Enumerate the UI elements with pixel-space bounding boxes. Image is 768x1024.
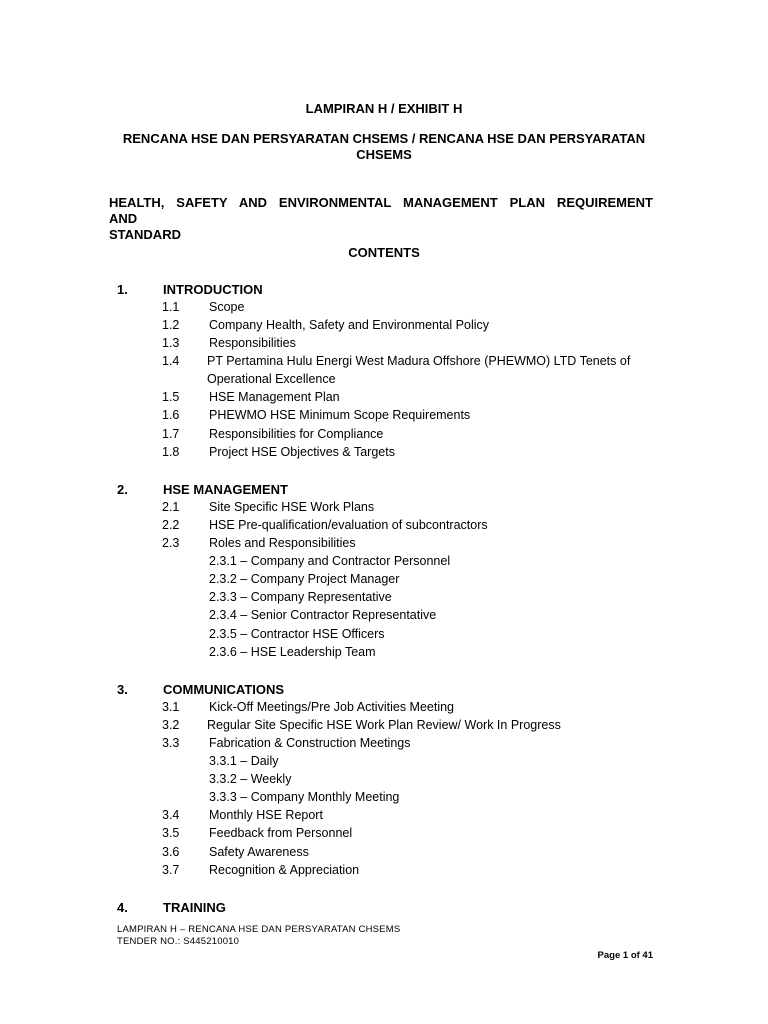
toc-subitem-2-3-4: 2.3.4 – Senior Contractor Representative <box>209 608 437 622</box>
section-title: HSE MANAGEMENT <box>163 482 288 497</box>
document-page: LAMPIRAN H / EXHIBIT H RENCANA HSE DAN PERSYARATAN CHSEMS / RENCANA HSE DAN PERSYARATAN CHSEMS HEALTH, SAFETY AND ENVIRONMENTAL MANAGEMENT PLAN REQUIREMENT AND STANDARD CONTENTS 1. INTRODUCTION 1.1 Scope 1.2 Company Health, Safety and Environmental Policy 1.3 Responsibilities 1.4 PT Pertamina Hulu Energi West Madura Offshore (PHEWMO) LTD Tenets of Operational Excellence 1.5 HSE Management Plan 1.6 PHEWMO HSE Minimum Scope Requirements 1.7 Responsibilities for Compliance 1.8 Project HSE Objectives & Targets 2. HSE MANAGEMENT 2.1 Site Specific HSE Work Plans 2.2 HSE Pre-qualification/evaluation of subcontractors 2.3 Roles and Responsibilities 2.3.1 – Company and Contractor Personnel 2.3.2 – Company Project Manager 2.3.3 – Company Representative 2.3.4 – Senior Contractor Representative 2.3.5 – Contractor HSE Officers 2.3.6 – HSE Leadership Team 3. COMMUNICATIONS 3.1 Kick-Off Meetings/Pre Job Activities Meeting 3.2 Regular Site Specific HSE Work Plan Review/ Work In Progress 3.3 Fabrication & Construction Meetings 3.3.1 – Daily 3.3.2 – Weekly 3.3.3 – Company Monthly Meeting 3.4 Monthly HSE Report 3.5 Feedback from Personnel 3.6 Safety Awareness 3.7 Recognition & Appreciation 4. TRAINING LAMPIRAN H – RENCANA HSE DAN PERSYARATAN CHSEMS TENDER NO.: S445210010 Page 1 of 41 <box>0 0 768 1024</box>
section-number: 4. <box>117 900 128 915</box>
toc-subitem-3-3-1: 3.3.1 – Daily <box>209 754 279 768</box>
toc-subitem-2-3-6: 2.3.6 – HSE Leadership Team <box>209 645 376 659</box>
document-title-line-2: CHSEMS <box>356 147 412 162</box>
toc-subitem-2-3-5: 2.3.5 – Contractor HSE Officers <box>209 627 385 641</box>
page-number: Page 1 of 41 <box>597 950 653 961</box>
document-title-line-1: RENCANA HSE DAN PERSYARATAN CHSEMS / RENCANA HSE DAN PERSYARATAN <box>122 131 646 146</box>
section-title: INTRODUCTION <box>163 282 263 297</box>
exhibit-label: LAMPIRAN H / EXHIBIT H <box>305 101 463 116</box>
section-number: 1. <box>117 282 128 297</box>
plan-heading-line-2: STANDARD <box>109 227 181 242</box>
toc-subitem-3-3-2: 3.3.2 – Weekly <box>209 772 292 786</box>
toc-subitem-2-3-3: 2.3.3 – Company Representative <box>209 590 392 604</box>
plan-heading <box>109 195 653 243</box>
contents-heading: CONTENTS <box>348 245 420 260</box>
toc-subitem-2-3-1: 2.3.1 – Company and Contractor Personnel <box>209 554 451 568</box>
footer-document-title: LAMPIRAN H – RENCANA HSE DAN PERSYARATAN CHSEMS <box>117 924 401 935</box>
section-number: 3. <box>117 682 128 697</box>
toc-subitem-2-3-2: 2.3.2 – Company Project Manager <box>209 572 400 586</box>
plan-heading-line-1: HEALTH, SAFETY AND ENVIRONMENTAL MANAGEMENT PLAN REQUIREMENT AND <box>109 195 653 226</box>
footer-tender-number: TENDER NO.: S445210010 <box>117 936 240 947</box>
section-title: COMMUNICATIONS <box>163 682 285 697</box>
section-number: 2. <box>117 482 128 497</box>
section-title: TRAINING <box>163 900 226 915</box>
toc-subitem-3-3-3: 3.3.3 – Company Monthly Meeting <box>209 790 400 804</box>
